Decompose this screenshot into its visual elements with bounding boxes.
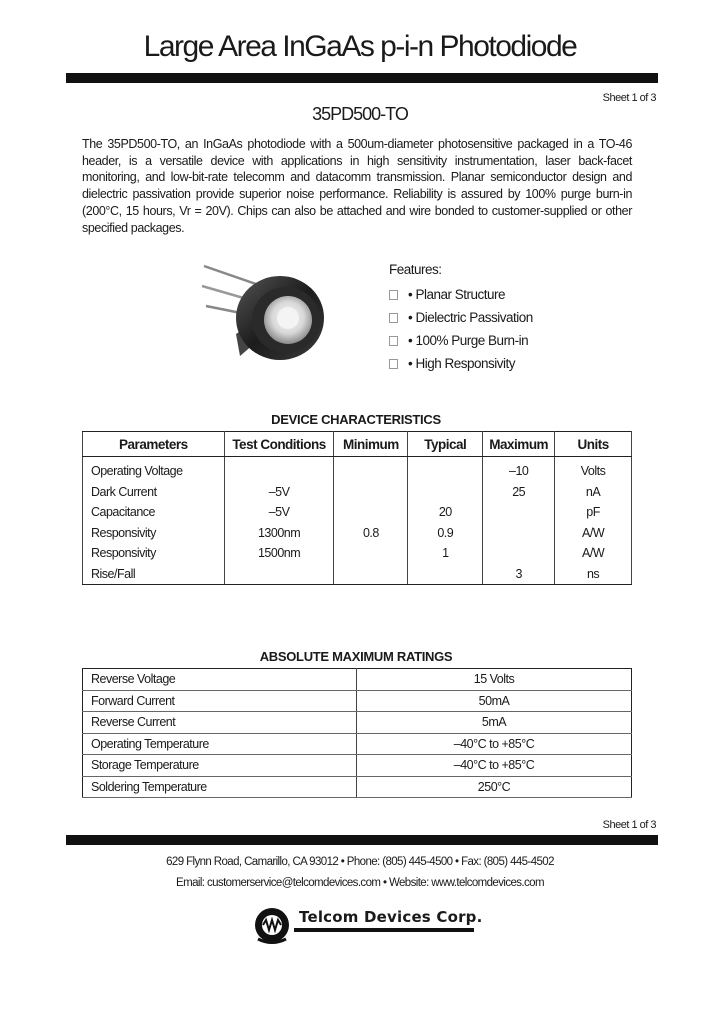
photodiode-photo [196,256,326,376]
contact-line: Email: customerservice@telcomdevices.com • Website: www.telcomdevices.com [176,877,544,889]
table-cell: ns [555,564,632,585]
table-cell [408,564,483,585]
features-list [389,262,533,375]
bottom-divider [66,835,658,845]
sheet-number-top: Sheet 1 of 3 [602,92,656,104]
table-row [83,712,632,734]
absolute-maximum-ratings-table [82,668,632,798]
column-header: Test Conditions [224,432,334,457]
table-cell [483,502,555,523]
feature-item [389,283,533,306]
table-cell [334,457,408,482]
column-header: Minimum [334,432,408,457]
table-row [83,543,632,564]
table-header-row [83,432,632,457]
column-header: Typical [408,432,483,457]
table-cell: Responsivity [83,543,225,564]
feature-item [389,306,533,329]
table-cell: Rise/Fall [83,564,225,585]
table-cell: nA [555,482,632,503]
table-row [83,564,632,585]
column-header: Parameters [83,432,225,457]
table-cell [334,502,408,523]
table-cell: –10 [483,457,555,482]
part-number: 35PD500-TO [312,104,408,124]
page-title: Large Area InGaAs p-i-n Photodiode [143,30,577,63]
table-row [83,690,632,712]
table-cell [224,457,334,482]
rating-value: 15 Volts [357,669,632,691]
top-divider [66,73,658,83]
company-name: Telcom Devices Corp. [299,908,483,926]
device-characteristics-title: DEVICE CHARACTERISTICS [271,412,441,427]
table-cell: pF [555,502,632,523]
table-cell [408,457,483,482]
feature-item [389,352,533,375]
table-row [83,523,632,544]
table-cell: 1300nm [224,523,334,544]
bullet: • [408,356,413,371]
rating-value: –40°C to +85°C [357,733,632,755]
table-cell: Operating Voltage [83,457,225,482]
table-cell: 0.8 [334,523,408,544]
rating-value: 50mA [357,690,632,712]
table-cell: Capacitance [83,502,225,523]
table-row [83,502,632,523]
table-cell [224,564,334,585]
checkbox-icon [389,290,398,300]
feature-label: Planar Structure [415,287,506,302]
table-row [83,755,632,777]
table-cell [483,543,555,564]
device-characteristics-table [82,431,632,585]
table-cell: –5V [224,482,334,503]
checkbox-icon [389,359,398,369]
rating-value: 5mA [357,712,632,734]
table-cell [334,482,408,503]
table-cell: 3 [483,564,555,585]
table-cell: 25 [483,482,555,503]
rating-value: –40°C to +85°C [357,755,632,777]
table-cell: 0.9 [408,523,483,544]
company-address: 629 Flynn Road, Camarillo, CA 93012 • Phone: (805) 445-4500 • Fax: (805) 445-4502 [166,856,554,868]
table-row [83,669,632,691]
table-row [83,776,632,798]
table-cell [334,543,408,564]
rating-label: Operating Temperature [83,733,357,755]
rating-label: Reverse Voltage [83,669,357,691]
table-cell: Dark Current [83,482,225,503]
column-header: Maximum [483,432,555,457]
feature-item [389,329,533,352]
table-cell: 20 [408,502,483,523]
rating-value: 250°C [357,776,632,798]
table-cell: A/W [555,523,632,544]
table-cell [408,482,483,503]
bullet: • [408,310,413,325]
rating-label: Reverse Current [83,712,357,734]
rating-label: Storage Temperature [83,755,357,777]
feature-label: Dielectric Passivation [415,310,533,325]
bullet: • [408,287,413,302]
product-description: The 35PD500-TO, an InGaAs photodiode with a 500um-diameter photosensitive packaged in a TO-46 header, is a versatile device with applications in high sensitivity instrumentation, laser back-facet monitoring, and low-bit-rate telecomm and datacomm transmission. Planar semiconductor design and dielectric passivation provide superior noise performance. Reliability is assured by 100% purge burn-in (200°C, 15 hours, Vr = 20V). Chips can also be attached and wire bonded to customer-supplied or other specified packages. [82,137,632,235]
table-cell: A/W [555,543,632,564]
table-cell: 1500nm [224,543,334,564]
table-cell [334,564,408,585]
absolute-maximum-ratings-title: ABSOLUTE MAXIMUM RATINGS [259,649,453,664]
bullet: • [408,333,413,348]
checkbox-icon [389,336,398,346]
rating-label: Soldering Temperature [83,776,357,798]
feature-label: 100% Purge Burn-in [415,333,529,348]
checkbox-icon [389,313,398,323]
table-row [83,457,632,482]
table-cell: Responsivity [83,523,225,544]
rating-label: Forward Current [83,690,357,712]
table-cell: 1 [408,543,483,564]
features-heading: Features: [389,262,442,277]
table-cell [483,523,555,544]
table-cell: Volts [555,457,632,482]
column-header: Units [555,432,632,457]
table-row [83,482,632,503]
table-cell: –5V [224,502,334,523]
feature-label: High Responsivity [415,356,516,371]
table-row [83,733,632,755]
sheet-number-bottom: Sheet 1 of 3 [602,819,656,831]
